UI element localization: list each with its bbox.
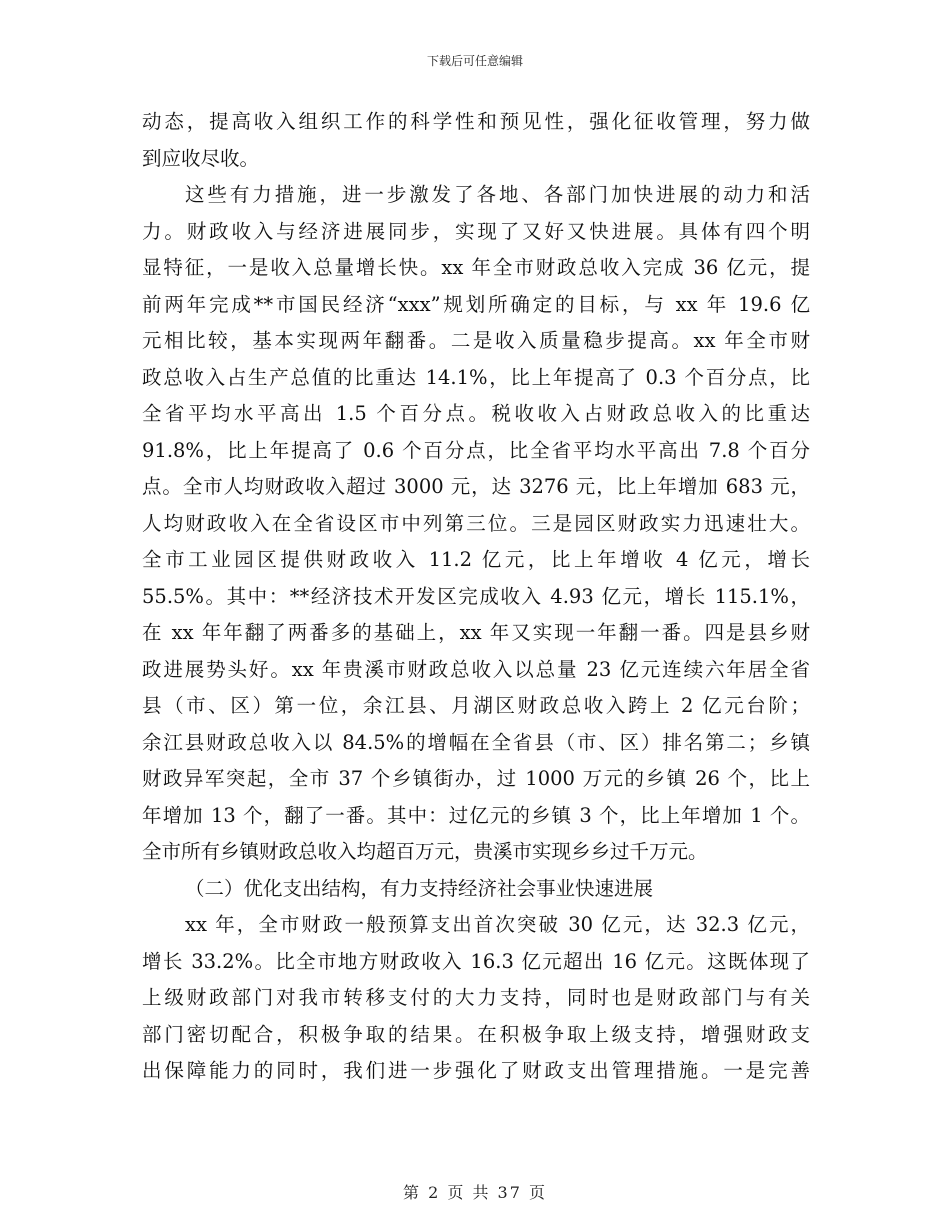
text-line: 动态，提高收入组织工作的科学性和预见性，强化征收管理，努力做: [142, 110, 810, 133]
text-line: 力。财政收入与经济进展同步，实现了又好又快进展。具体有四个明: [142, 219, 810, 243]
text-line: 显特征，一是收入总量增长快。xx 年全市财政总收入完成 36 亿元，提: [142, 256, 810, 279]
text-line: 全省平均水平高出 1.5 个百分点。税收收入占财政总收入的比重达: [142, 402, 810, 425]
text-line: 增长 33.2%。比全市地方财政收入 16.3 亿元超出 16 亿元。这既体现了: [142, 949, 810, 973]
page-footer: 第 2 页 共 37 页: [403, 1183, 547, 1202]
text-line: 55.5%。其中：**经济技术开发区完成收入 4.93 亿元，增长 115.1%，: [142, 584, 810, 608]
text-line: 91.8%，比上年提高了 0.6 个百分点，比全省平均水平高出 7.8 个百分: [142, 438, 810, 462]
text-line: 余江县财政总收入以 84.5%的增幅在全省县（市、区）排名第二；乡镇: [142, 730, 810, 754]
text-line: 财政异军突起，全市 37 个乡镇街办，过 1000 万元的乡镇 26 个，比上: [142, 767, 810, 790]
text-line: 到应收尽收。: [142, 146, 260, 170]
text-line: 部门密切配合，积极争取的结果。在积极争取上级支持，增强财政支: [142, 1022, 810, 1046]
text-line: 年增加 13 个，翻了一番。其中：过亿元的乡镇 3 个，比上年增加 1 个。: [142, 803, 810, 827]
text-line: 元相比较，基本实现两年翻番。二是收入质量稳步提高。xx 年全市财: [142, 329, 810, 352]
text-line: 在 xx 年年翻了两番多的基础上，xx 年又实现一年翻一番。四是县乡财: [142, 621, 810, 644]
text-line: （二）优化支出结构，有力支持经济社会事业快速进展: [185, 876, 654, 900]
page-header: 下载后可任意编辑: [426, 54, 523, 68]
text-line: 全市工业园区提供财政收入 11.2 亿元，比上年增收 4 亿元，增长: [142, 548, 810, 571]
text-line: 前两年完成**市国民经济“xxx”规划所确定的目标，与 xx 年 19.6 亿: [142, 292, 810, 316]
text-line: xx 年，全市财政一般预算支出首次突破 30 亿元，达 32.3 亿元，: [185, 913, 810, 936]
text-line: 出保障能力的同时，我们进一步强化了财政支出管理措施。一是完善: [142, 1059, 810, 1082]
text-line: 全市所有乡镇财政总收入均超百万元，贵溪市实现乡乡过千万元。: [142, 840, 708, 863]
text-line: 点。全市人均财政收入超过 3000 元，达 3276 元，比上年增加 683 元，: [142, 475, 810, 498]
text-line: 这些有力措施，进一步激发了各地、各部门加快进展的动力和活: [185, 183, 810, 206]
body-text: [142, 104, 810, 1090]
text-line: 上级财政部门对我市转移支付的大力支持，同时也是财政部门与有关: [142, 986, 810, 1009]
text-line: 政总收入占生产总值的比重达 14.1%，比上年提高了 0.3 个百分点，比: [142, 365, 810, 389]
text-line: 人均财政收入在全省设区市中列第三位。三是园区财政实力迅速壮大。: [142, 511, 810, 535]
text-line: 政进展势头好。xx 年贵溪市财政总收入以总量 23 亿元连续六年居全省: [142, 657, 810, 681]
text-line: 县（市、区）第一位，余江县、月湖区财政总收入跨上 2 亿元台阶；: [142, 694, 810, 717]
